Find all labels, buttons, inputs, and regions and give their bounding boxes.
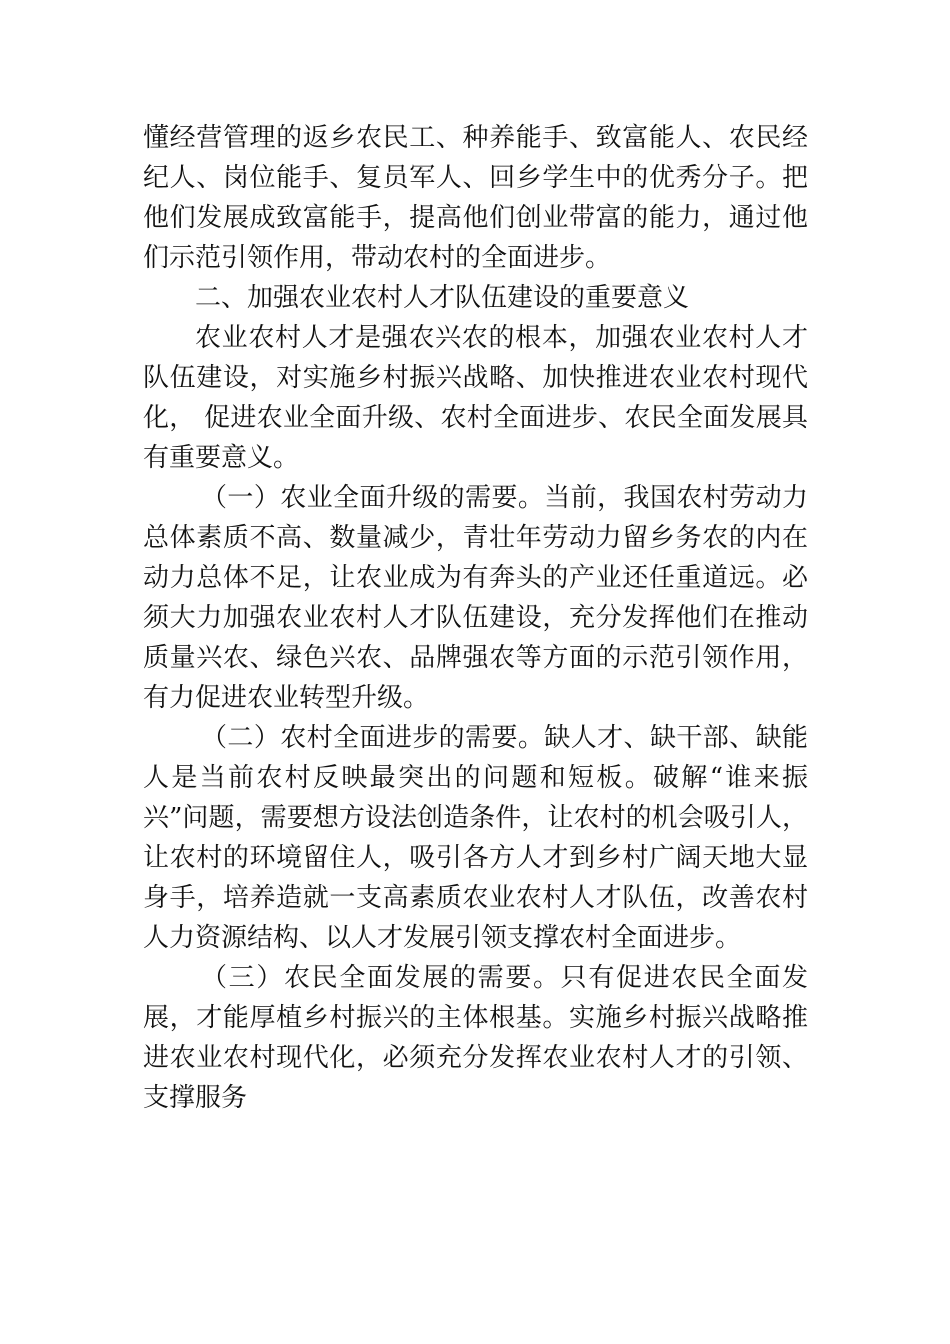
paragraph-point-3: （三）农民全面发展的需要。只有促进农民全面发展，才能厚植乡村振兴的主体根基。实施乡村振兴战略推进农业农村现代化，必须充分发挥农业农村人才的引领、支撑服务 xyxy=(143,963,808,1113)
paragraph-intro: 农业农村人才是强农兴农的根本，加强农业农村人才队伍建设，对实施乡村振兴战略、加快推进农业农村现代化， 促进农业全面升级、农村全面进步、农民全面发展具有重要意义。 xyxy=(143,323,808,473)
paragraph-continuation: 懂经营管理的返乡农民工、种养能手、致富能人、农民经纪人、岗位能手、复员军人、回乡学生中的优秀分子。把他们发展成致富能手，提高他们创业带富的能力，通过他们示范引领作用，带动农村的全面进步。 xyxy=(143,123,808,273)
paragraph-point-2: （二）农村全面进步的需要。缺人才、缺干部、缺能人是当前农村反映最突出的问题和短板。破解“谁来振兴”问题，需要想方设法创造条件，让农村的机会吸引人，让农村的环境留住人，吸引各方人才到乡村广阔天地大显身手，培养造就一支高素质农业农村人才队伍，改善农村人力资源结构、以人才发展引领支撑农村全面进步。 xyxy=(143,723,808,953)
paragraph-point-1: （一）农业全面升级的需要。当前，我国农村劳动力总体素质不高、数量减少，青壮年劳动力留乡务农的内在动力总体不足，让农业成为有奔头的产业还任重道远。必须大力加强农业农村人才队伍建设，充分发挥他们在推动质量兴农、绿色兴农、品牌强农等方面的示范引领作用，有力促进农业转型升级。 xyxy=(143,483,808,713)
section-heading: 二、加强农业农村人才队伍建设的重要意义 xyxy=(195,283,690,313)
document-body xyxy=(143,118,808,1118)
